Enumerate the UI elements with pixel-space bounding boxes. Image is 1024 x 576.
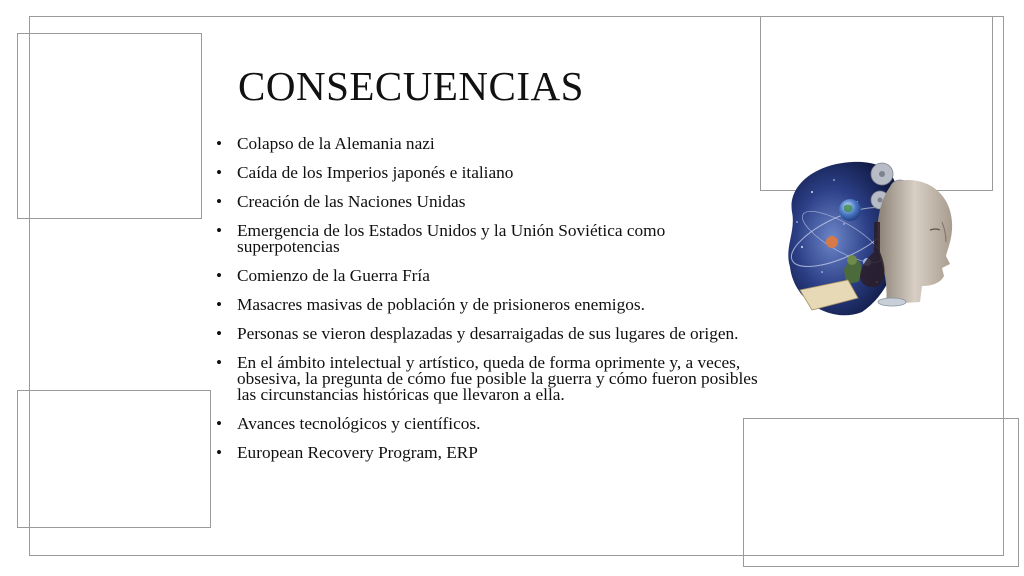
- consequences-list: [216, 136, 761, 474]
- list-item: • En el ámbito intelectual y artístico, queda de forma oprimente y, a veces, obsesiva, la pregunta de cómo fue posible la guerra y cómo fueron posibles las circunstancias históricas que llevaron a ella.: [216, 355, 761, 403]
- page-title: CONSECUENCIAS: [238, 63, 584, 109]
- list-item: • Colapso de la Alemania nazi: [216, 136, 761, 152]
- list-item: • Emergencia de los Estados Unidos y la Unión Soviética como superpotencias: [216, 223, 761, 255]
- list-item: • European Recovery Program, ERP: [216, 445, 761, 461]
- list-item: • Masacres masivas de población y de prisioneros enemigos.: [216, 297, 761, 313]
- list-item: • Creación de las Naciones Unidas: [216, 194, 761, 210]
- list-item: • Caída de los Imperios japonés e italiano: [216, 165, 761, 181]
- science-collage-icon: [782, 152, 956, 324]
- decorative-frame-top-left: [17, 33, 202, 219]
- decorative-frame-bottom-left: [17, 390, 211, 528]
- list-item: • Avances tecnológicos y científicos.: [216, 416, 761, 432]
- list-item: • Comienzo de la Guerra Fría: [216, 268, 761, 284]
- list-item: • Personas se vieron desplazadas y desarraigadas de sus lugares de origen.: [216, 326, 761, 342]
- decorative-frame-bottom-right: [743, 418, 1019, 567]
